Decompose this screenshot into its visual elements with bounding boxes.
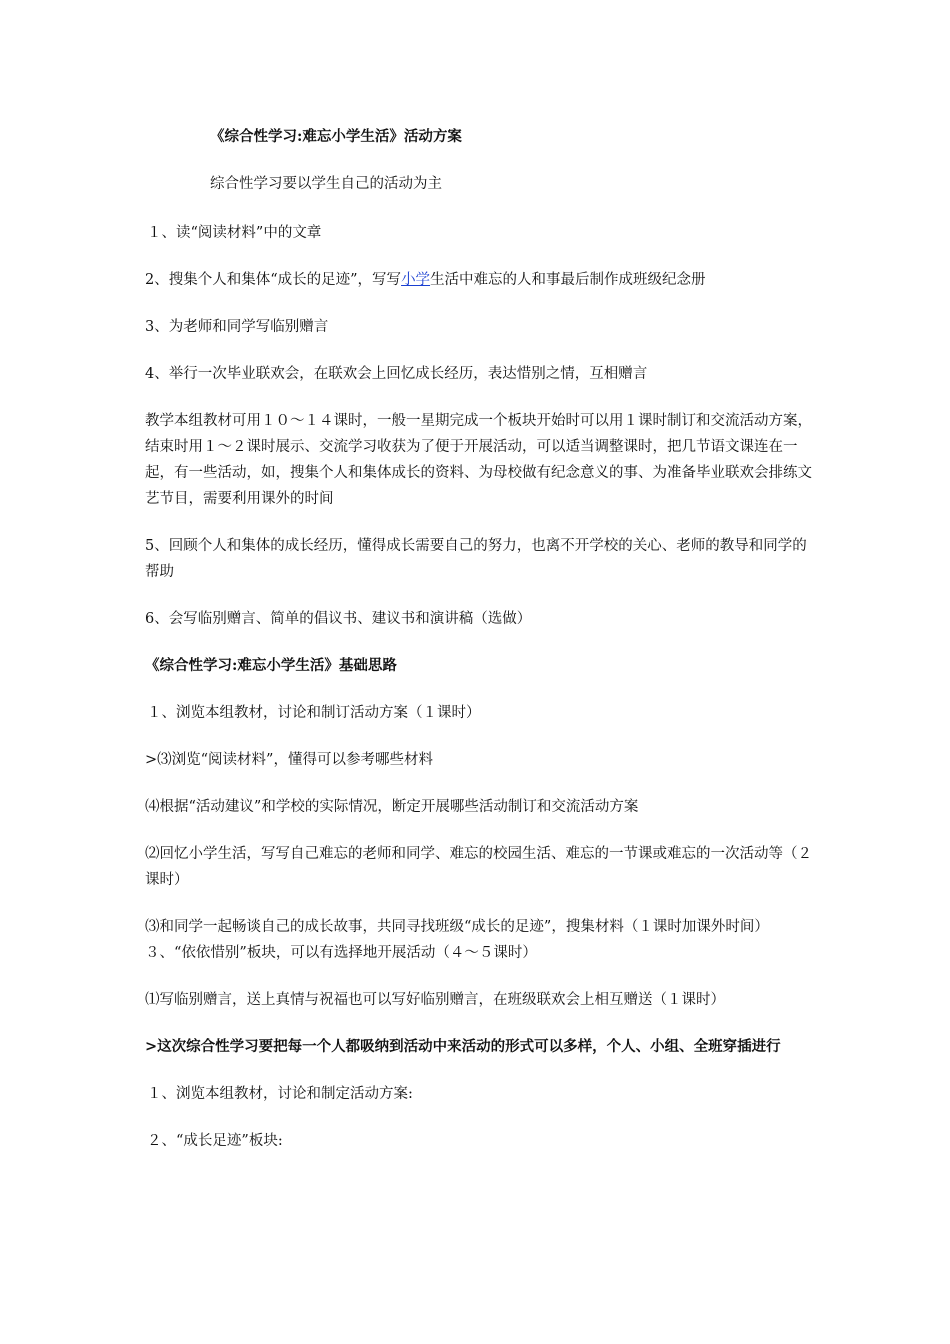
paragraph-15: >这次综合性学习要把每一个人都吸纳到活动中来活动的形式可以多样，个人、小组、全班穿插进行 [145,1038,781,1055]
paragraph-5: 教学本组教材可用１０～１４课时，一般一星期完成一个板块开始时可以用１课时制订和交流活动方案，结束时用１～２课时展示、交流学习收获为了便于开展活动，可以适当调整课时，把几节语文课连在一起，有一些活动，如，搜集个人和集体成长的资料、为母校做有纪念意义的事、为准备毕业联欢会排练文艺节目，需要利用课外的时间 [145,413,812,507]
section-heading: 《综合性学习:难忘小学生活》基础思路 [145,657,397,674]
xiaoxue-link[interactable]: 小学 [401,272,431,288]
paragraph-1: １、读“阅读材料”中的文章 [147,225,322,241]
document-subtitle: 综合性学习要以学生自己的活动为主 [210,176,442,192]
paragraph-10: >⑶浏览“阅读材料”，懂得可以参考哪些材料 [145,752,433,768]
paragraph-14: ⑴写临别赠言，送上真情与祝福也可以写好临别赠言，在班级联欢会上相互赠送（１课时） [145,992,725,1008]
paragraph-4: 4、举行一次毕业联欢会，在联欢会上回忆成长经历，表达惜别之情，互相赠言 [145,366,648,382]
paragraph-2-text-before: 2、搜集个人和集体“成长的足迹”，写写 [145,272,402,288]
document-title: 《综合性学习:难忘小学生活》活动方案 [210,128,462,145]
paragraph-2 [145,267,813,293]
paragraph-7: 6、会写临别赠言、简单的倡议书、建议书和演讲稿（选做） [145,611,532,627]
document-body [145,124,813,1175]
paragraph-11: ⑷根据“活动建议”和学校的实际情况，断定开展哪些活动制订和交流活动方案 [145,799,639,815]
paragraph-6: 5、回顾个人和集体的成长经历，懂得成长需要自己的努力，也离不开学校的关心、老师的教导和同学的帮助 [145,538,807,580]
paragraph-17: ２、“成长足迹”板块: [147,1133,283,1149]
paragraph-12: ⑵回忆小学生活，写写自己难忘的老师和同学、难忘的校园生活、难忘的一节课或难忘的一次活动等（２课时） [145,846,812,888]
paragraph-2-text-after: 生活中难忘的人和事最后制作成班级纪念册 [430,272,706,288]
paragraph-9: １、浏览本组教材，讨论和制订活动方案（１课时） [147,705,481,721]
paragraph-16: １、浏览本组教材，讨论和制定活动方案: [147,1086,413,1102]
paragraph-13: ⑶和同学一起畅谈自己的成长故事，共同寻找班级“成长的足迹”，搜集材料（１课时加课外时间）３、“依依惜别”板块，可以有选择地开展活动（４～５课时） [145,919,769,961]
paragraph-3: 3、为老师和同学写临别赠言 [145,319,329,335]
